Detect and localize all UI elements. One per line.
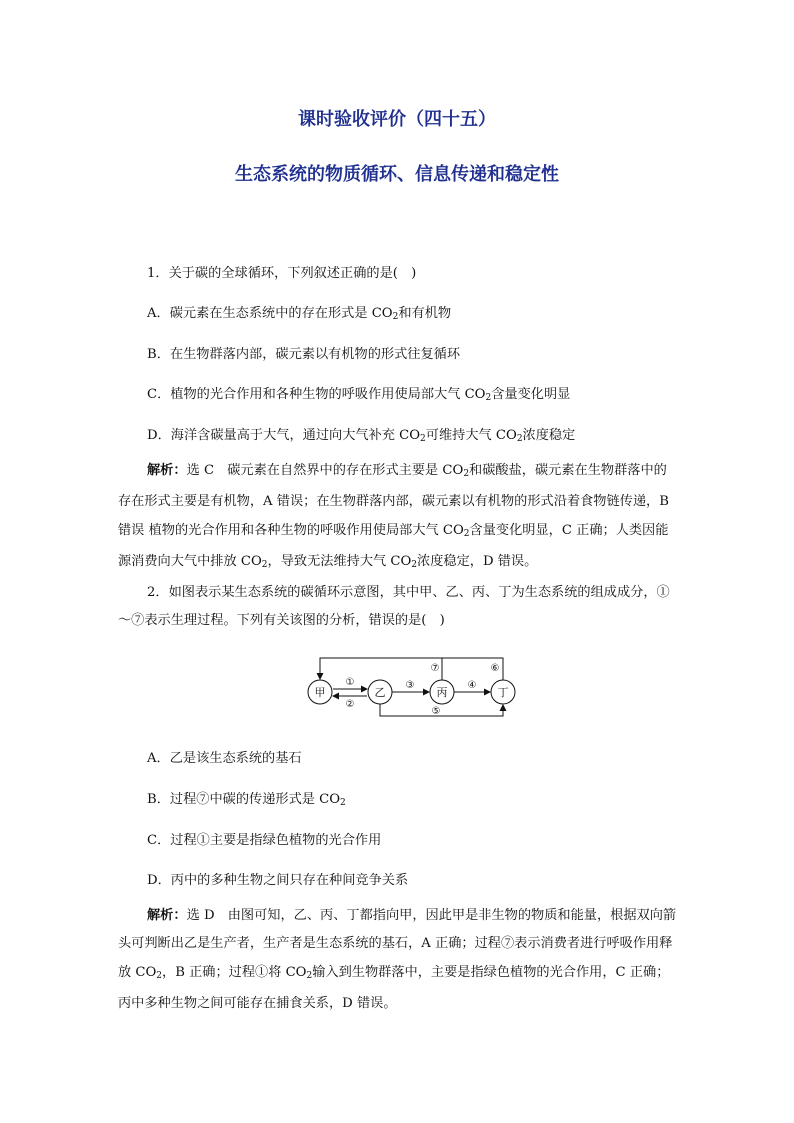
q1-analysis: 解析：选 C 碳元素在自然界中的存在形式主要是 $CO_2$和碳酸盐，碳元素在生物群落中的存在形式主要是有机物，A 错误；在生物群落内部，碳元素以有机物的形式沿着食物链传递，B 错误 植物的光合作用和各种生物的呼吸作用使局部大气 $CO_2$含量变化明显，C 正确；人类因能源消费向大气中排放 $CO_2$，导致无法维持大气 $CO_2$浓度稳定，D 错误。 xyxy=(118,463,669,570)
q1-option-b: B．在生物群落内部，碳元素以有机物的形式往复循环 xyxy=(147,347,461,362)
label-3: ③ xyxy=(405,680,415,691)
q1-option-c: C．植物的光合作用和各种生物的呼吸作用使局部大气 $CO_2$含量变化明显 xyxy=(147,387,571,403)
q1-option-a: A．碳元素在生态系统中的存在形式是 $CO_2$和有机物 xyxy=(147,306,452,322)
label-6: ⑥ xyxy=(490,663,500,674)
label-4: ④ xyxy=(467,680,477,691)
q1-option-d: D．海洋含碳量高于大气，通过向大气补充 $CO_2$可维持大气 $CO_2$浓度稳定 xyxy=(147,428,576,444)
node-ding-label: 丁 xyxy=(497,686,509,699)
q2-option-c: C．过程①主要是指绿色植物的光合作用 xyxy=(147,833,382,848)
label-7: ⑦ xyxy=(430,663,440,674)
carbon-cycle-diagram xyxy=(300,654,522,726)
arrow-5 xyxy=(380,704,503,716)
q2-option-a: A．乙是该生态系统的基石 xyxy=(147,751,302,766)
node-jia-label: 甲 xyxy=(314,686,326,699)
page-title: 课时验收评价（四十五） xyxy=(298,109,496,130)
q2-analysis: 解析：选 D 由图可知，乙、丙、丁都指向甲，因此甲是非生物的物质和能量，根据双向箭头可判断出乙是生产者，生产者是生态系统的基石，A 正确；过程⑦表示消费者进行呼吸作用释放 $CO_2$，B 正确；过程①将 $CO_2$输入到生物群落中，主要是指绿色植物的光合作用，C 正确；丙中多种生物之间可能存在捕食关系，D 错误。 xyxy=(118,908,677,1011)
q2-option-d: D．丙中的多种生物之间只存在种间竞争关系 xyxy=(147,873,409,888)
question-1-stem: 1．关于碳的全球循环，下列叙述正确的是( ) xyxy=(147,266,417,281)
label-1: ① xyxy=(345,677,355,688)
node-bing-label: 丙 xyxy=(436,686,448,699)
label-5: ⑤ xyxy=(431,706,441,717)
label-2: ② xyxy=(345,699,355,710)
node-yi-label: 乙 xyxy=(374,686,386,699)
question-2-stem: 2．如图表示某生态系统的碳循环示意图，其中甲、乙、丙、丁为生态系统的组成成分，①～⑦表示生理过程。下列有关该图的分析，错误的是( ) xyxy=(118,585,670,629)
page-subtitle: 生态系统的物质循环、信息传递和稳定性 xyxy=(235,164,559,185)
q2-option-b: B．过程⑦中碳的传递形式是 $CO_2$ xyxy=(147,792,346,808)
